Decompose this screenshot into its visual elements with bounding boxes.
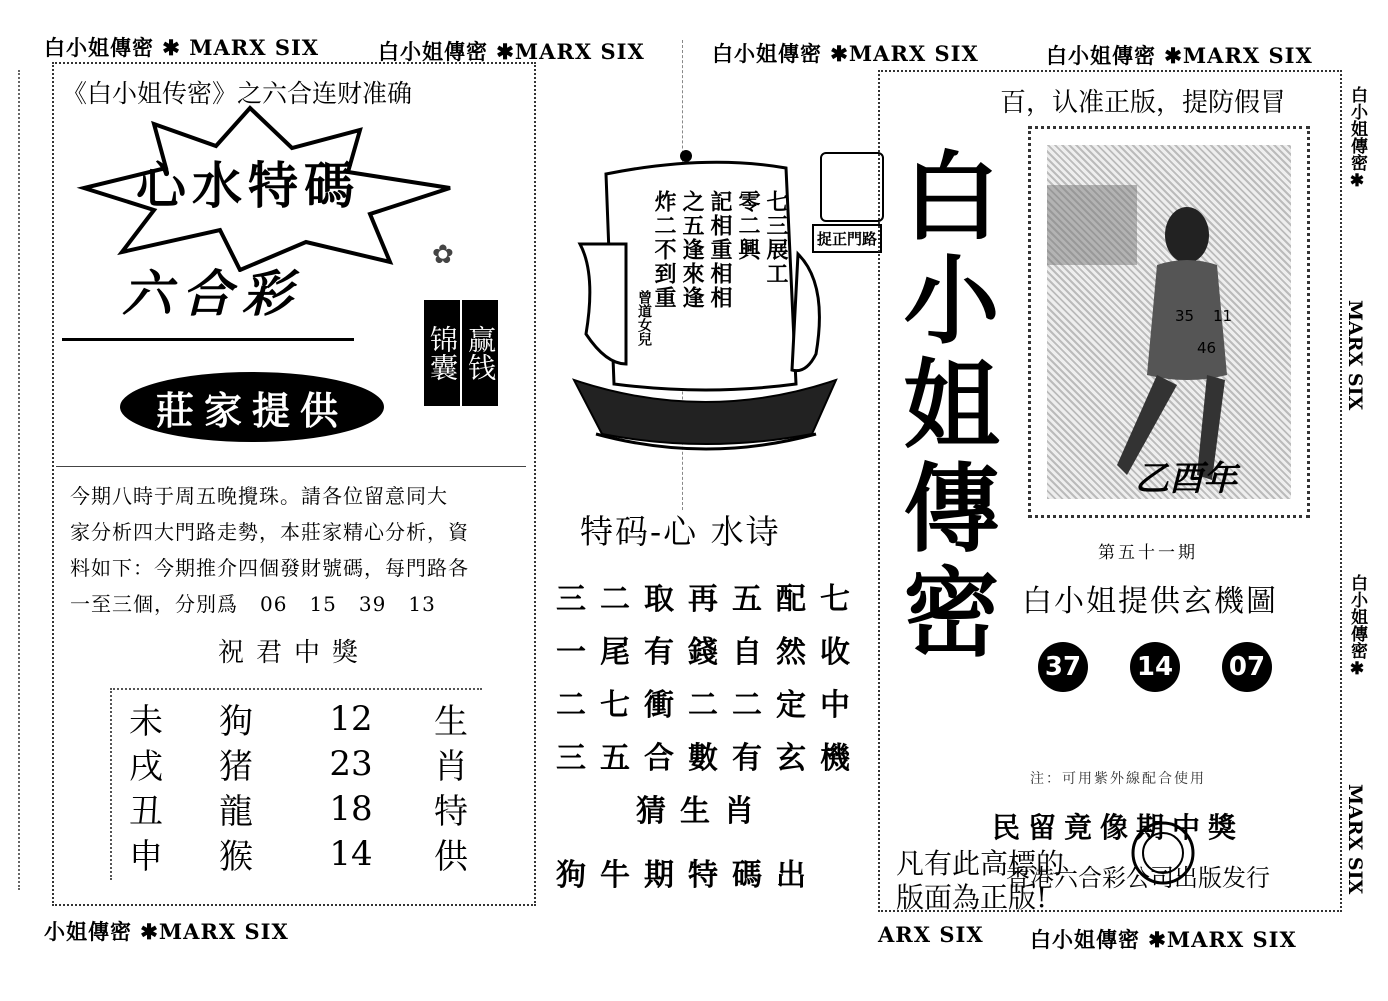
intro-divider xyxy=(56,466,526,467)
table-cell: 申 xyxy=(129,837,163,877)
bottom-banner-left: 小姐傳密 ✱MARX SIX xyxy=(44,919,289,944)
intro-number: 39 xyxy=(358,592,387,616)
intro-line-4 xyxy=(70,586,469,622)
sail-line: 炸二不到重 xyxy=(651,190,677,310)
table-cell: 肖 xyxy=(434,747,468,787)
intro-number: 06 xyxy=(260,592,288,616)
poem-line: 三二取再五配七 xyxy=(556,582,864,617)
star-title: 心水特碼 xyxy=(136,156,360,215)
poem-line: 二七衝二二定中 xyxy=(556,688,864,723)
table-cell: 戌 xyxy=(129,747,163,787)
table-cell: 12 xyxy=(329,698,373,739)
flower-icon: ✿ xyxy=(432,240,454,270)
right-line-3: 香港六合彩公司出版发行 xyxy=(1006,864,1270,892)
right-vertical-banner-3: 白小姐傳密✱ xyxy=(1347,574,1367,679)
number-ball: 07 xyxy=(1222,642,1272,692)
woman-silhouette xyxy=(1047,145,1291,499)
intro-number: 15 xyxy=(309,592,337,616)
seal-emblem xyxy=(1128,818,1198,888)
intro-line-3: 料如下：今期推介四個發財號碼，每門路各 xyxy=(70,556,469,580)
uv-note: 注：可用紫外線配合使用 xyxy=(1030,771,1206,787)
table-cell: 18 xyxy=(329,788,373,829)
poem-line: 一尾有錢自然收 xyxy=(556,635,864,670)
bottom-banner-mid: ARX SIX xyxy=(878,922,984,947)
photo-caption: 乙酉年 xyxy=(1135,459,1237,499)
top-banner-1: 白小姐傳密 ✱ MARX SIX xyxy=(44,35,320,60)
table-cell: 14 xyxy=(329,833,373,874)
table-cell: 供 xyxy=(434,837,468,877)
top-banner-3: 白小姐傳密 ✱MARX SIX xyxy=(712,41,979,66)
table-cell: 生 xyxy=(434,702,468,742)
sail-side-text: 曾道女兒 xyxy=(636,290,652,346)
intro-line-4-text: 一至三個，分別爲 xyxy=(70,592,238,616)
top-banner-4: 白小姐傳密 ✱MARX SIX xyxy=(1046,43,1313,68)
table-row xyxy=(116,696,496,741)
table-row xyxy=(116,786,496,831)
right-header: 百，认准正版，提防假冒 xyxy=(1000,88,1287,118)
provides-label: 白小姐提供玄機圖 xyxy=(1022,584,1278,619)
badge-right: 赢钱 xyxy=(462,300,498,406)
photo-frame xyxy=(1028,126,1310,518)
right-vertical-banner-2: MARX SIX xyxy=(1344,300,1366,411)
stamp-label: 捉正門路 xyxy=(812,224,882,253)
subtitle-underline xyxy=(62,338,354,341)
poem-line-5: 猜生肖 xyxy=(636,794,768,829)
table-cell: 未 xyxy=(129,702,163,742)
provider-oval: 莊家提供 xyxy=(120,372,384,442)
poem-block xyxy=(556,574,864,786)
table-row xyxy=(116,741,496,786)
stamp-box xyxy=(820,152,884,222)
photo-number: 35 xyxy=(1175,307,1195,325)
left-dotted-margin xyxy=(18,70,34,890)
poem-title: 特码-心 水诗 xyxy=(580,512,781,551)
zodiac-table xyxy=(116,696,496,876)
right-line-1: 民留竟像期中獎 xyxy=(992,811,1245,844)
table-cell: 狗 xyxy=(219,702,253,742)
intro-text xyxy=(70,478,469,622)
table-cell: 猪 xyxy=(219,747,253,787)
left-header: 《白小姐传密》之六合连财准确 xyxy=(62,79,413,108)
table-cell: 23 xyxy=(329,743,373,784)
right-vertical-banner-4: MARX SIX xyxy=(1344,784,1366,895)
badge-left: 锦囊 xyxy=(424,300,460,406)
intro-number: 13 xyxy=(408,592,436,616)
table-row xyxy=(116,831,496,876)
sail-poem xyxy=(650,190,790,346)
number-ball: 14 xyxy=(1130,642,1180,692)
number-ball: 37 xyxy=(1038,642,1088,692)
table-cell: 特 xyxy=(434,792,468,832)
subtitle: 六合彩 xyxy=(122,264,302,323)
poem-line-6: 狗牛期特碼出 xyxy=(556,858,820,893)
table-cell: 猴 xyxy=(219,837,253,877)
photo-number: 46 xyxy=(1197,339,1217,357)
top-banner-2: 白小姐傳密 ✱MARX SIX xyxy=(378,39,645,64)
issue-label: 第五十一期 xyxy=(1098,543,1198,563)
right-vertical-banner-1: 白小姐傳密✱ xyxy=(1347,86,1367,191)
photo-number: 11 xyxy=(1213,307,1233,325)
table-cell: 丑 xyxy=(129,792,163,832)
bottom-banner-right: 白小姐傳密 ✱MARX SIX xyxy=(1030,927,1297,952)
photo-image xyxy=(1047,145,1291,499)
sail-line: 之五逢來逢 xyxy=(679,190,705,310)
right-line-4: 版面為正版! xyxy=(896,881,1048,914)
intro-line-1: 今期八時于周五晚攪珠。請各位留意同大 xyxy=(70,484,448,508)
intro-line-2: 家分析四大門路走勢，本莊家精心分析，資 xyxy=(70,520,469,544)
sail-line: 七三展工 xyxy=(763,190,789,286)
sail-line: 零二興 xyxy=(735,190,761,262)
poem-line: 三五合數有玄機 xyxy=(556,741,864,776)
title-vertical: 白小姐傳密 xyxy=(888,146,1001,666)
table-cell: 龍 xyxy=(219,792,253,832)
wish-text: 祝君中獎 xyxy=(218,638,371,668)
sail-line: 記相重相相 xyxy=(707,190,733,310)
right-line-2: 凡有此高標的 xyxy=(896,847,1065,880)
